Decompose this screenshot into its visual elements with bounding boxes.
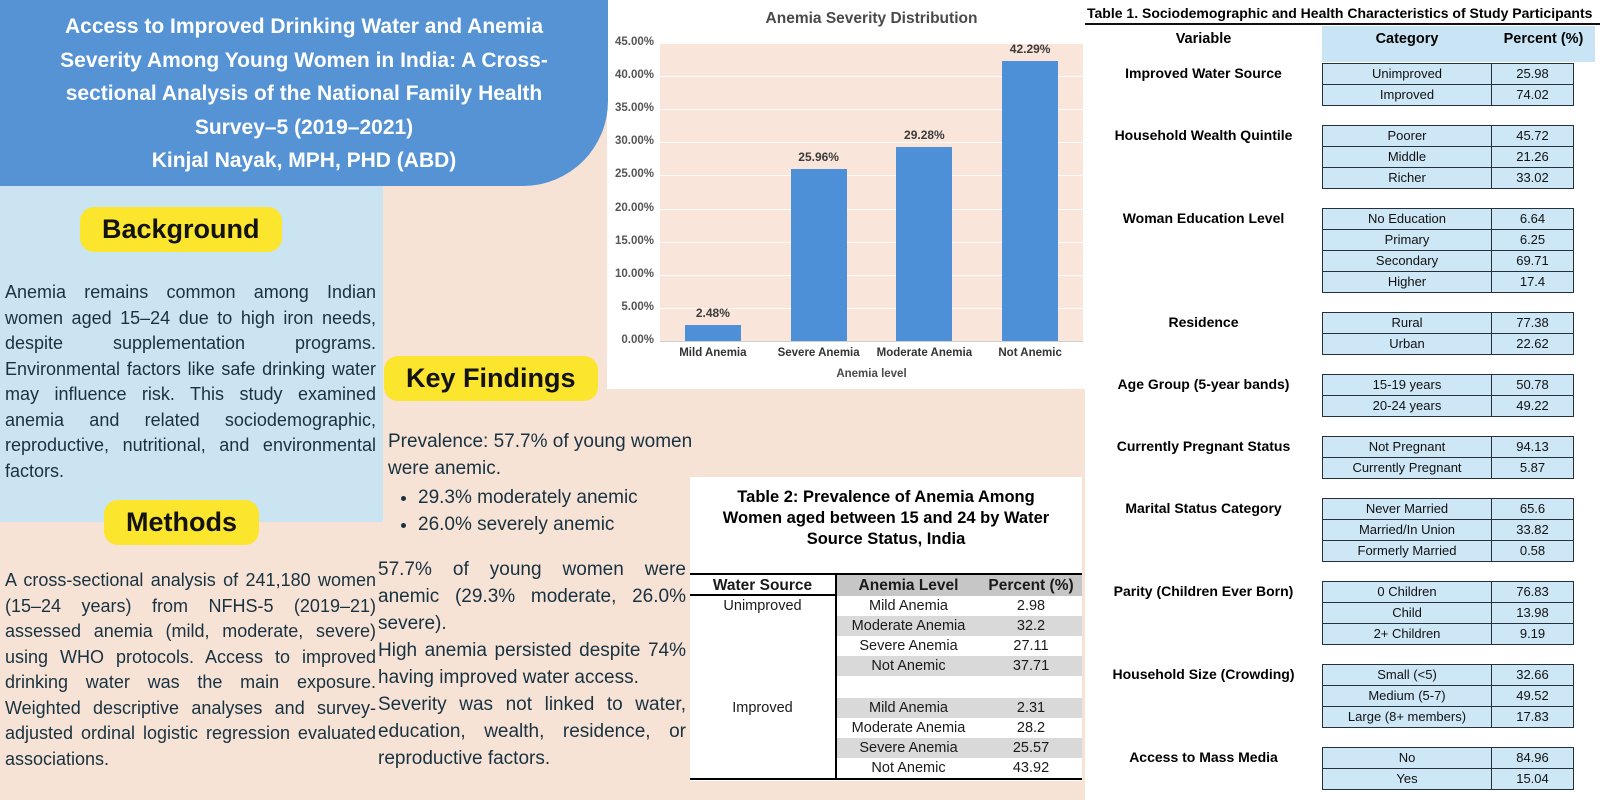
y-tick-label: 15.00% bbox=[614, 234, 654, 247]
title-line: Survey–5 (2019–2021) bbox=[194, 115, 414, 139]
table1-header-percent: Percent (%) bbox=[1503, 31, 1584, 47]
table1-percent-cell: 77.38 bbox=[1516, 315, 1549, 330]
table2-row bbox=[690, 616, 1082, 636]
table1-percent-cell: 21.26 bbox=[1516, 149, 1549, 164]
table1-percent-cell: 17.4 bbox=[1519, 274, 1546, 289]
table2-percent-cell: 32.2 bbox=[980, 616, 1082, 636]
table2-percent-cell: 25.57 bbox=[980, 738, 1082, 758]
table1-variable-label: Marital Status Category bbox=[1125, 500, 1282, 516]
table1-group bbox=[1085, 664, 1600, 728]
table1-row bbox=[1322, 582, 1574, 603]
table1-category-cell: 15-19 years bbox=[1323, 375, 1492, 395]
y-tick-label: 20.00% bbox=[614, 201, 654, 214]
table1-percent-cell: 74.02 bbox=[1516, 87, 1549, 102]
table1-category-cell: Higher bbox=[1323, 272, 1492, 292]
table1-category-cell: Large (8+ members) bbox=[1323, 707, 1492, 727]
table2-water-source-cell bbox=[690, 656, 835, 676]
bar-mild-anemia bbox=[685, 325, 741, 341]
table1-percent-cell: 65.6 bbox=[1519, 501, 1546, 516]
table1-variable-label: Household Wealth Quintile bbox=[1114, 127, 1293, 143]
title-line: Severity Among Young Women in India: A Cross- bbox=[60, 48, 548, 72]
table1-row bbox=[1322, 313, 1574, 334]
table1-row bbox=[1322, 251, 1574, 272]
table1-variable-label: Improved Water Source bbox=[1125, 65, 1282, 81]
table1-category-cell: Not Pregnant bbox=[1323, 437, 1492, 457]
table1-group-rows bbox=[1322, 374, 1574, 417]
table1-header-row bbox=[1085, 26, 1600, 62]
table1-group bbox=[1085, 498, 1600, 562]
table1-percent-cell: 5.87 bbox=[1519, 460, 1546, 475]
table2-spacer-row bbox=[690, 676, 1082, 698]
table1-category-cell: Yes bbox=[1323, 769, 1492, 789]
table1-percent-cell: 33.02 bbox=[1516, 170, 1549, 185]
x-tick-label: Severe Anemia bbox=[777, 347, 860, 359]
table2-water-source-cell bbox=[690, 758, 835, 778]
table2-title: Table 2: Prevalence of Anemia Among Women aged between 15 and 24 by Water Source Status, India bbox=[722, 488, 1050, 548]
table1-category-cell: Married/In Union bbox=[1323, 520, 1492, 540]
poster-title bbox=[0, 10, 608, 178]
key-findings-paragraph: High anemia persisted despite 74% having improved water access. bbox=[378, 640, 686, 688]
table1-percent-cell: 6.64 bbox=[1519, 211, 1546, 226]
table1-category-cell: Formerly Married bbox=[1323, 541, 1492, 561]
table1-category-cell: Currently Pregnant bbox=[1323, 458, 1492, 478]
table2-panel bbox=[690, 477, 1082, 781]
table1-category-cell: Small (<5) bbox=[1323, 665, 1492, 685]
table1-percent-cell: 13.98 bbox=[1516, 605, 1549, 620]
y-tick-label: 10.00% bbox=[614, 267, 654, 280]
table1-row bbox=[1322, 272, 1574, 293]
table1-percent-cell: 25.98 bbox=[1516, 66, 1549, 81]
table1-group-rows bbox=[1322, 125, 1574, 189]
table1-category-cell: Secondary bbox=[1323, 251, 1492, 271]
table1-row bbox=[1322, 334, 1574, 355]
table1-row bbox=[1322, 748, 1574, 769]
table1-percent-cell: 84.96 bbox=[1516, 750, 1549, 765]
table2-grid bbox=[690, 573, 1082, 780]
table2-anemia-level-cell: Moderate Anemia bbox=[835, 718, 980, 738]
anemia-severity-chart bbox=[607, 0, 1085, 389]
table2-water-source-cell bbox=[690, 616, 835, 636]
table1-percent-cell: 49.52 bbox=[1516, 688, 1549, 703]
table1-row bbox=[1322, 686, 1574, 707]
table1-group bbox=[1085, 374, 1600, 417]
spacer-cell bbox=[835, 676, 980, 698]
key-findings-intro bbox=[388, 428, 693, 538]
table2-header-water-source: Water Source bbox=[690, 575, 835, 596]
key-findings-intro-text: Prevalence: 57.7% of young women were anemic. bbox=[388, 431, 693, 479]
table2-percent-cell: 2.98 bbox=[1016, 598, 1046, 614]
table1-category-cell: Improved bbox=[1323, 85, 1492, 105]
background-heading: Background bbox=[80, 207, 282, 252]
spacer-cell bbox=[980, 676, 1082, 698]
table1-percent-cell: 32.66 bbox=[1516, 667, 1549, 682]
table2-header-anemia-level: Anemia Level bbox=[835, 575, 980, 596]
table1-row bbox=[1322, 541, 1574, 562]
bar-value-label: 42.29% bbox=[1009, 41, 1051, 56]
table1-percent-cell: 45.72 bbox=[1516, 128, 1549, 143]
table1-row bbox=[1322, 168, 1574, 189]
table2-water-source-cell bbox=[690, 738, 835, 758]
poster-title-box bbox=[0, 0, 608, 186]
table1-percent-cell: 50.78 bbox=[1516, 377, 1549, 392]
bar-not-anemic bbox=[1002, 61, 1058, 341]
table1-percent-cell: 0.58 bbox=[1519, 543, 1546, 558]
table2-percent-cell: 37.71 bbox=[980, 656, 1082, 676]
table1-row bbox=[1322, 665, 1574, 686]
table1-variable-label: Household Size (Crowding) bbox=[1112, 666, 1295, 682]
table2-percent-cell: 43.92 bbox=[1012, 760, 1050, 776]
table2-row bbox=[690, 738, 1082, 758]
y-tick-label: 45.00% bbox=[614, 36, 654, 48]
table1-group bbox=[1085, 581, 1600, 645]
y-tick-label: 0.00% bbox=[621, 334, 654, 346]
x-tick-label: Not Anemic bbox=[998, 347, 1062, 359]
table1-group bbox=[1085, 436, 1600, 479]
table2-row bbox=[690, 758, 1082, 778]
table2-anemia-level-cell: Not Anemic bbox=[835, 758, 980, 778]
table2-header-percent: Percent (%) bbox=[980, 575, 1082, 596]
y-tick-label: 35.00% bbox=[614, 102, 654, 115]
table1-variable-label: Parity (Children Ever Born) bbox=[1113, 583, 1294, 599]
table1-group bbox=[1085, 747, 1600, 790]
y-tick-label: 40.00% bbox=[614, 69, 654, 82]
bar-severe-anemia bbox=[791, 169, 847, 341]
table1-category-cell: 0 Children bbox=[1323, 582, 1492, 602]
table1-percent-cell: 6.25 bbox=[1519, 232, 1546, 247]
table1-percent-cell: 76.83 bbox=[1516, 584, 1549, 599]
table2-anemia-level-cell: Not Anemic bbox=[835, 656, 980, 676]
chart-plot-area bbox=[660, 43, 1083, 342]
table1-group bbox=[1085, 208, 1600, 293]
x-tick-label: Mild Anemia bbox=[679, 347, 747, 359]
table1-title: Table 1. Sociodemographic and Health Characteristics of Study Participants bbox=[1085, 0, 1600, 25]
key-findings-bullets bbox=[418, 484, 693, 538]
table1-variable-label: Residence bbox=[1168, 314, 1239, 330]
title-author-line: Kinjal Nayak, MPH, PHD (ABD) bbox=[151, 149, 457, 172]
y-tick-label: 5.00% bbox=[621, 300, 654, 313]
key-findings-heading: Key Findings bbox=[384, 356, 598, 401]
table2-anemia-level-cell: Severe Anemia bbox=[835, 738, 980, 758]
table1-category-cell: Poorer bbox=[1323, 126, 1492, 146]
table1-category-cell: Rural bbox=[1323, 313, 1492, 333]
table1-variable-label: Woman Education Level bbox=[1122, 210, 1285, 226]
bar-value-label: 25.96% bbox=[798, 150, 839, 165]
background-text: Anemia remains common among Indian women aged 15–24 due to high iron needs, despite supplementation programs. Environmental factors like safe drinking water may influence risk. This study examined anemia and related sociodemographic, reproductive, nutritional, and environmental factors. bbox=[5, 282, 376, 481]
table1-percent-cell: 9.19 bbox=[1519, 626, 1546, 641]
table1-group-rows bbox=[1322, 581, 1574, 645]
key-findings-bullet: • 26.0% severely anemic bbox=[418, 511, 693, 538]
chart-x-axis-title: Anemia level bbox=[836, 368, 907, 380]
table1-row bbox=[1322, 375, 1574, 396]
table1-variable-label: Access to Mass Media bbox=[1129, 749, 1278, 765]
key-findings-paragraphs bbox=[378, 556, 686, 772]
table1-row bbox=[1322, 707, 1574, 728]
table1-group-rows bbox=[1322, 312, 1574, 355]
table1-category-cell: Never Married bbox=[1323, 499, 1492, 519]
table1-group-rows bbox=[1322, 63, 1574, 106]
table2-water-source-cell: Unimproved bbox=[723, 598, 802, 614]
table1-group-rows bbox=[1322, 498, 1574, 562]
x-tick-label: Moderate Anemia bbox=[876, 347, 973, 359]
key-findings-bullet: • 29.3% moderately anemic bbox=[418, 484, 693, 511]
table2-anemia-level-cell: Severe Anemia bbox=[835, 636, 980, 656]
table1-category-cell: Medium (5-7) bbox=[1323, 686, 1492, 706]
table1-row bbox=[1322, 396, 1574, 417]
table1-row bbox=[1322, 230, 1574, 251]
y-tick-label: 25.00% bbox=[614, 168, 654, 181]
table1-category-cell: Urban bbox=[1323, 334, 1492, 354]
table1-row bbox=[1322, 458, 1574, 479]
table1-category-cell: Child bbox=[1323, 603, 1492, 623]
title-line: sectional Analysis of the National Family Health bbox=[65, 82, 543, 105]
table1-group-rows bbox=[1322, 664, 1574, 728]
table2-row bbox=[690, 636, 1082, 656]
table1-header-block bbox=[1322, 26, 1595, 62]
title-line: Access to Improved Drinking Water and Anemia bbox=[64, 15, 544, 38]
table2-anemia-level-cell: Mild Anemia bbox=[835, 596, 980, 616]
table1-category-cell: Richer bbox=[1323, 168, 1492, 188]
table1-row bbox=[1322, 520, 1574, 541]
table1-percent-cell: 15.04 bbox=[1516, 771, 1549, 786]
table1-groups bbox=[1085, 63, 1600, 790]
table1-header-variable: Variable bbox=[1175, 31, 1232, 47]
table1-percent-cell: 33.82 bbox=[1516, 522, 1549, 537]
table1-row bbox=[1322, 64, 1574, 85]
table1-group bbox=[1085, 125, 1600, 189]
table1-category-cell: No bbox=[1323, 748, 1492, 768]
table1-category-cell: Middle bbox=[1323, 147, 1492, 167]
table2-row bbox=[690, 656, 1082, 676]
table2-row bbox=[690, 718, 1082, 738]
spacer-cell bbox=[690, 676, 835, 698]
table1-row bbox=[1322, 624, 1574, 645]
table1-row bbox=[1322, 499, 1574, 520]
key-findings-paragraph: 57.7% of young women were anemic (29.3% moderate, 26.0% severe). bbox=[378, 559, 686, 634]
key-findings-paragraph: Severity was not linked to water, education, wealth, residence, or reproductive factors. bbox=[378, 694, 686, 769]
table1-percent-cell: 94.13 bbox=[1516, 439, 1549, 454]
methods-text: A cross-sectional analysis of 241,180 women (15–24 years) from NFHS-5 (2019–21) assessed anemia (mild, moderate, severe) using WHO protocols. Access to improved drinking water was the main exposure. Weighted descriptive analyses and survey-adjusted ordinal logistic regression evaluated associations. bbox=[5, 570, 376, 769]
table2-row bbox=[690, 596, 1082, 616]
table1-row bbox=[1322, 126, 1574, 147]
table1-variable-label: Currently Pregnant Status bbox=[1116, 438, 1291, 454]
table1-percent-cell: 69.71 bbox=[1516, 253, 1549, 268]
table1-group-rows bbox=[1322, 208, 1574, 293]
table1-category-cell: No Education bbox=[1323, 209, 1492, 229]
table2-percent-cell: 2.31 bbox=[980, 698, 1082, 718]
table1-row bbox=[1322, 147, 1574, 168]
y-tick-label: 30.00% bbox=[614, 135, 654, 148]
table1-category-cell: 2+ Children bbox=[1323, 624, 1492, 644]
table2-water-source-cell: Improved bbox=[732, 700, 793, 716]
table1-category-cell: Primary bbox=[1323, 230, 1492, 250]
table2-percent-cell: 27.11 bbox=[1013, 638, 1049, 654]
table1-group-rows bbox=[1322, 747, 1574, 790]
table1-percent-cell: 49.22 bbox=[1516, 398, 1549, 413]
table2-anemia-level-cell: Mild Anemia bbox=[835, 698, 980, 718]
bar-value-label: 2.48% bbox=[695, 305, 730, 320]
table1-group-rows bbox=[1322, 436, 1574, 479]
table1-category-cell: 20-24 years bbox=[1323, 396, 1492, 416]
table1-row bbox=[1322, 437, 1574, 458]
table2-anemia-level-cell: Moderate Anemia bbox=[835, 616, 980, 636]
table2-percent-cell: 28.2 bbox=[1016, 720, 1046, 736]
table1-row bbox=[1322, 603, 1574, 624]
bar-moderate-anemia bbox=[896, 147, 952, 341]
bar-value-label: 29.28% bbox=[904, 128, 945, 143]
table1-percent-cell: 17.83 bbox=[1516, 709, 1549, 724]
table1-percent-cell: 22.62 bbox=[1516, 336, 1549, 351]
chart-title: Anemia Severity Distribution bbox=[765, 10, 978, 27]
methods-heading: Methods bbox=[104, 500, 259, 545]
table2-row bbox=[690, 698, 1082, 718]
table1-panel bbox=[1085, 0, 1600, 800]
table1-header-category: Category bbox=[1375, 31, 1439, 47]
table1-group bbox=[1085, 63, 1600, 106]
table2-header-row bbox=[690, 575, 1082, 596]
table1-row bbox=[1322, 769, 1574, 790]
table2-water-source-cell bbox=[690, 718, 835, 738]
table2-water-source-cell bbox=[690, 636, 835, 656]
table1-category-cell: Unimproved bbox=[1323, 64, 1492, 84]
table1-group bbox=[1085, 312, 1600, 355]
table1-row bbox=[1322, 85, 1574, 106]
table1-variable-label: Age Group (5-year bands) bbox=[1117, 376, 1290, 392]
table1-row bbox=[1322, 209, 1574, 230]
